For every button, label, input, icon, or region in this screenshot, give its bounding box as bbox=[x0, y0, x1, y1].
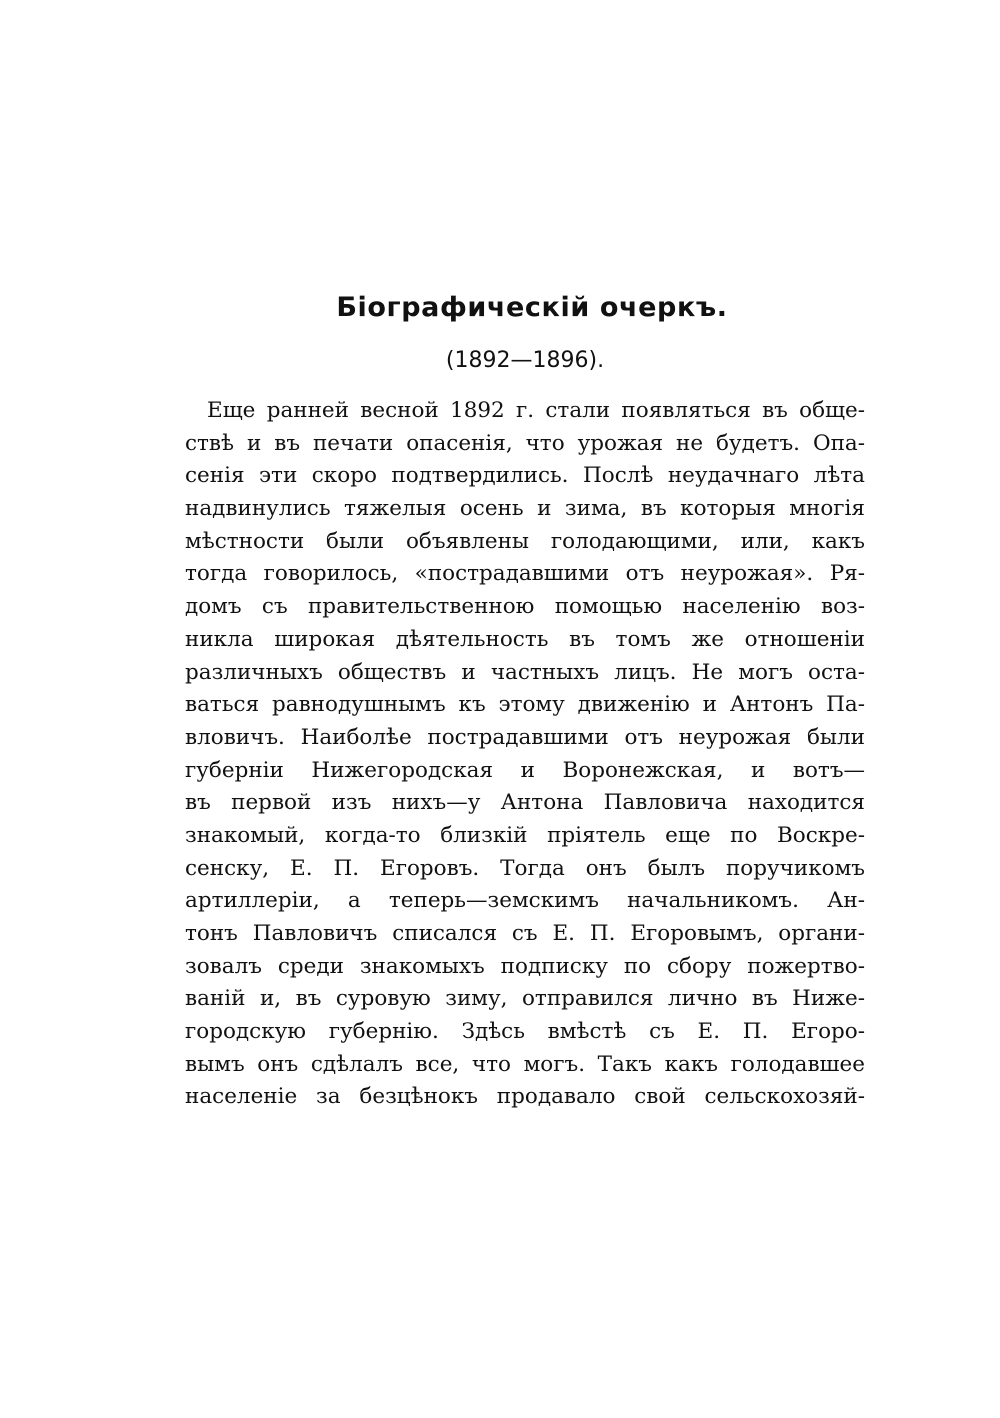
text-line: зовалъ среди знакомыхъ подписку по сбору пожертво- bbox=[185, 953, 865, 979]
chapter-title: Біографическій очеркъ. bbox=[336, 292, 728, 323]
text-line: населеніе за безцѣнокъ продавало свой сельскохозяй- bbox=[185, 1084, 865, 1110]
text-line: никла широкая дѣятельность въ томъ же отношеніи bbox=[185, 626, 865, 652]
body-paragraph bbox=[185, 395, 865, 1114]
text-line: тогда говорилось, «пострадавшими отъ неурожая». Ря- bbox=[185, 561, 865, 587]
text-line: домъ съ правительственною помощью населенію воз- bbox=[185, 594, 865, 620]
text-line: вловичъ. Наиболѣе пострадавшими отъ неурожая были bbox=[185, 724, 865, 750]
text-line: надвинулись тяжелыя осень и зима, въ которыя многія bbox=[185, 496, 865, 522]
text-line: сенія эти скоро подтвердились. Послѣ неудачнаго лѣта bbox=[185, 463, 865, 489]
text-line: ваться равнодушнымъ къ этому движенію и Антонъ Па- bbox=[185, 692, 865, 718]
text-line: ствѣ и въ печати опасенія, что урожая не будетъ. Опа- bbox=[185, 430, 865, 456]
text-line: артиллеріи, а теперь—земскимъ начальникомъ. Ан- bbox=[185, 888, 865, 914]
text-line: тонъ Павловичъ списался съ Е. П. Егоровымъ, органи- bbox=[185, 921, 865, 946]
text-line: вымъ онъ сдѣлалъ все, что могъ. Такъ какъ голодавшее bbox=[185, 1051, 865, 1077]
text-line: губерніи Нижегородская и Воронежская, и вотъ— bbox=[185, 757, 865, 783]
text-line: знакомый, когда-то близкій пріятель еще по Воскре- bbox=[185, 822, 865, 848]
text-line: мѣстности были объявлены голодающими, или, какъ bbox=[185, 528, 865, 554]
text-line: въ первой изъ нихъ—у Антона Павловича находится bbox=[185, 790, 865, 816]
chapter-years: (1892—1896). bbox=[445, 348, 605, 373]
text-line: различныхъ обществъ и частныхъ лицъ. Не могъ оста- bbox=[185, 659, 865, 685]
text-line: сенску, Е. П. Егоровъ. Тогда онъ былъ поручикомъ bbox=[185, 855, 865, 881]
text-line: городскую губернію. Здѣсь вмѣстѣ съ Е. П. Егоро- bbox=[185, 1019, 865, 1045]
text-line: Еще ранней весной 1892 г. стали появляться въ обще- bbox=[207, 398, 865, 423]
text-line: ваній и, въ суровую зиму, отправился лично въ Ниже- bbox=[185, 986, 865, 1012]
